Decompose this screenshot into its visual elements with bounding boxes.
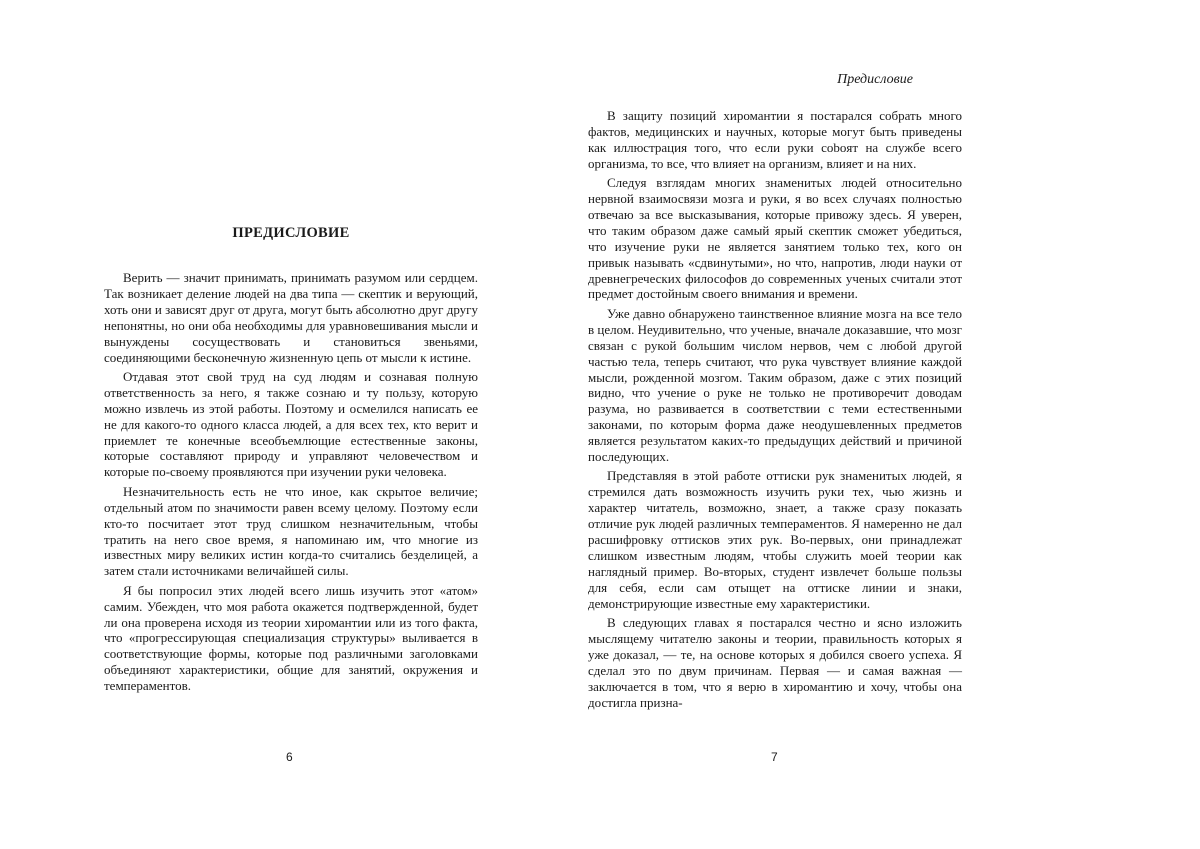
paragraph: В защиту позиций хиромантии я постарался собрать много фактов, медицинских и научных, которые могут быть приведены как иллюстрация того, что если руки соboят на службе всего организма, то все, что влияет на организм, влияет и на них. (588, 108, 962, 171)
paragraph: Уже давно обнаружено таинственное влияние мозга на все тело в целом. Неудивительно, что ученые, вначале доказавшие, что мозг связан с рукой большим числом нервов, чем с любой другой частью тела, теперь считают, что рука чувствует влияние каждой мысли, рожденной мозгом. Таким образом, даже с этих позиций видно, что учение о руке не только не противоречит доводам разума, но развивается в соответствии с теми естественными законами, по которым форма даже неодушевленных предметов является результатом каких-то предыдущих действий и причиной последующих. (588, 305, 962, 465)
right-page (588, 0, 1200, 849)
running-head: Предисловие (837, 72, 913, 87)
paragraph: Отдавая этот свой труд на суд людям и сознавая полную ответственность за него, я также сознаю и ту пользу, которую можно извлечь из этой работы. Поэтому и осмелился написать ее не для какого-то одного класса людей, а для всех тех, кто верит и приемлет те конечные всеобъемлющие естественные законы, которые составляют природу и управляют человечеством и которые по-своему проявляются при изучении руки человека. (104, 368, 478, 480)
paragraph: Следуя взглядам многих знаменитых людей относительно нервной взаимосвязи мозга и руки, я во всех случаях полностью отвечаю за все высказывания, которые привожу здесь. Я уверен, что таким образом даже самый ярый скептик сможет убедиться, что изучение руки не является занятием только тех, кого он привык называть «сдвинутыми», но что, напротив, люди науки от древнегреческих философов до современных ученых считали этот предмет достойным своего внимания и времени. (588, 175, 962, 302)
paragraph: Верить — значит принимать, принимать разумом или сердцем. Так возникает деление людей на два типа — скептик и верующий, хоть они и зависят друг от друга, могут быть абсолютно друг другу непонятны, но они оба необходимы для уравновешивания мысли и вынуждены сосуществовать и становиться звеньями, соединяющими бесконечную жизненную цепь от мысли к истине. (104, 270, 478, 365)
paragraph: В следующих главах я постарался честно и ясно изложить мыслящему читателю законы и теории, правильность которых я уже доказал, — те, на основе которых я добился своего успеха. Я сделал это по двум причинам. Первая — и самая важная — заключается в том, что я верю в хиромантию и хочу, чтобы она достигла призна- (588, 615, 962, 710)
page-number: 7 (771, 750, 778, 764)
chapter-title: ПРЕДИСЛОВИЕ (232, 225, 350, 241)
page-number: 6 (286, 750, 293, 764)
right-page-body (588, 108, 962, 714)
paragraph: Я бы попросил этих людей всего лишь изучить этот «атом» самим. Убежден, что моя работа окажется подтвержденной, будет ли она проверена исходя из теории хиромантии или из того факта, что «прогрессирующая специализация структуры» выливается в соответствующие формы, которые под различными заголовками объединяют характеристики, общие для занятий, окружения и темпераментов. (104, 582, 478, 694)
paragraph: Представляя в этой работе оттиски рук знаменитых людей, я стремился дать возможность изучить руки тех, чью жизнь и характер читатель, возможно, знает, а также сразу показать отличие рук людей различных темпераментов. Я намеренно не дал расшифровку оттисков этих рук. Во-первых, они принадлежат слишком известным людям, чтобы служить моей теории как наглядный пример. Во-вторых, студент извлечет больше пользы для себя, если сам отыщет на оттиске линии и знаки, демонстрирующие известные ему характеристики. (588, 468, 962, 611)
paragraph: Незначительность есть не что иное, как скрытое величие; отдельный атом по значимости равен всему целому. Поэтому если кто-то посчитает этот труд слишком незначительным, чтобы тратить на него свое время, я напоминаю им, что многие из известных миру великих истин когда-то считались безделицей, а затем стали источниками величайшей силы. (104, 483, 478, 579)
left-page-body (104, 270, 478, 698)
